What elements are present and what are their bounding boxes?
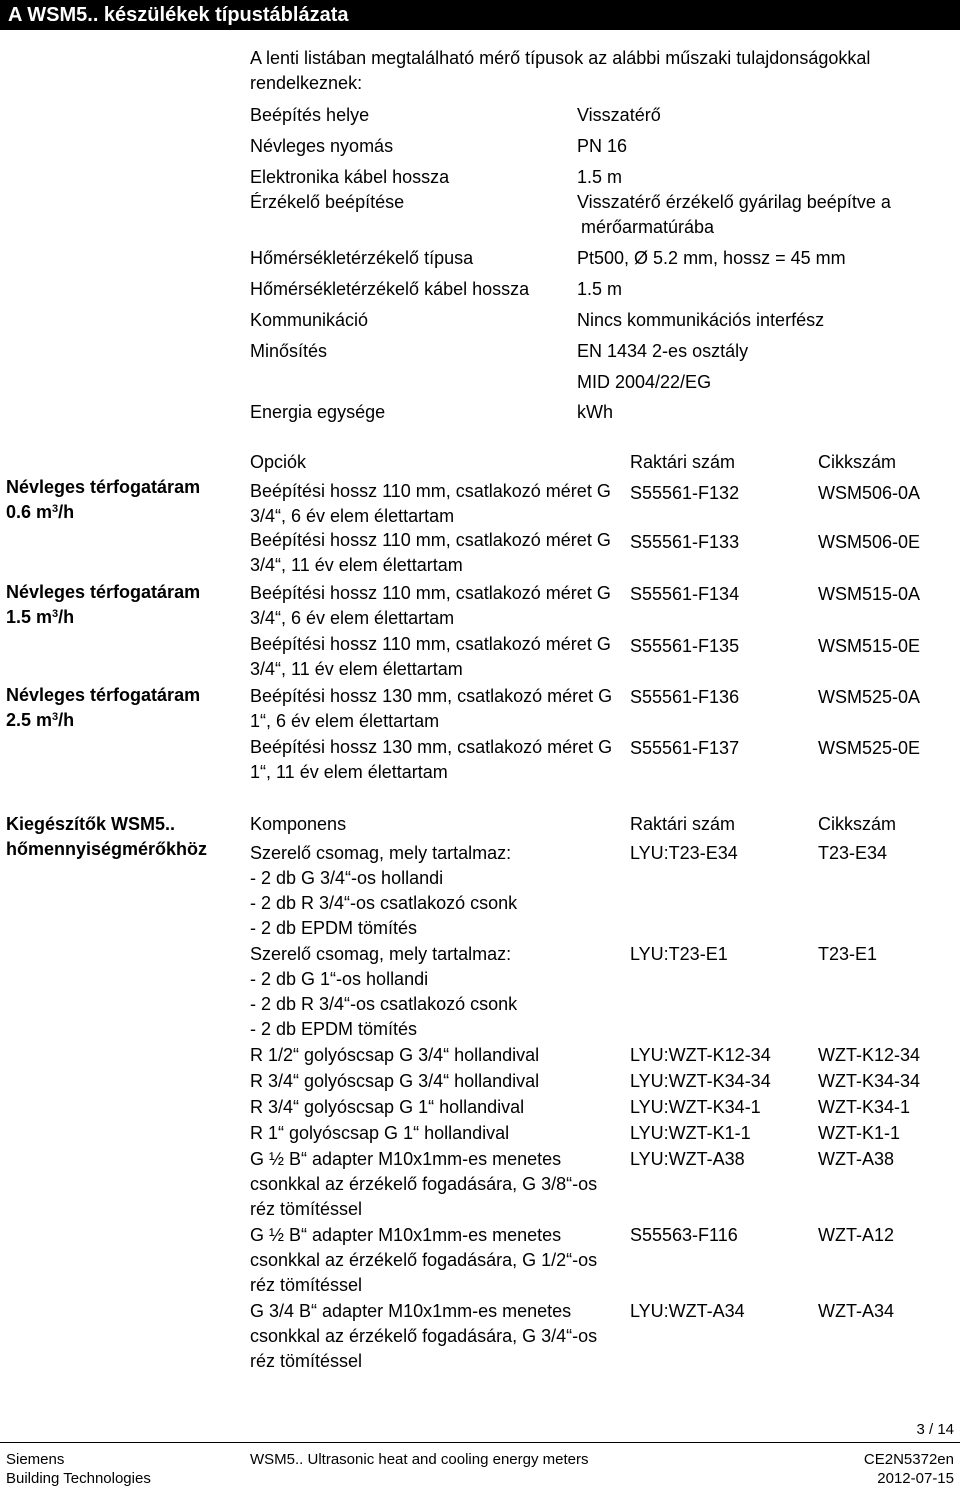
page-title: A WSM5.. készülékek típustáblázata [0,0,960,30]
table-cell-article: WSM515-0A [818,584,921,604]
flow-rate-label: Névleges térfogatáram [6,685,201,705]
footer-product: WSM5.. Ultrasonic heat and cooling energy meters [250,1451,589,1468]
table-row-desc: réz tömítéssel [250,1199,363,1219]
table-row-desc: G ½ B“ adapter M10x1mm-es menetes [250,1225,562,1245]
spec-label: Kommunikáció [250,310,369,330]
table-cell-stock: LYU:WZT-A34 [630,1301,745,1321]
table-cell-article: WZT-K1-1 [818,1123,901,1143]
table-row-desc: G ½ B“ adapter M10x1mm-es menetes [250,1149,562,1169]
table-cell-article: WZT-A34 [818,1301,895,1321]
footer-date: 2012-07-15 [877,1470,954,1487]
intro-text: A lenti listában megtalálható mérő típusok az alábbi műszaki tulajdonságokkal rendelkeznek: [250,48,871,93]
table-cell-stock: LYU:T23-E1 [630,944,728,964]
table-cell-article: WSM515-0E [818,636,921,656]
table-cell-stock: LYU:WZT-K12-34 [630,1045,771,1065]
table-cell-article: WZT-A38 [818,1149,895,1169]
table-cell-stock: LYU:WZT-K1-1 [630,1123,751,1143]
table-cell-stock: S55561-F135 [630,636,740,656]
table-row-desc: Beépítési hossz 110 mm, csatlakozó méret G 3/4“, 11 év elem élettartam [250,530,611,575]
table-cell-stock: S55561-F132 [630,483,740,503]
spec-label: Hőmérsékletérzékelő típusa [250,248,474,268]
table-row-desc: Szerelő csomag, mely tartalmaz: [250,843,512,863]
table-cell-stock: S55561-F134 [630,584,740,604]
table-row-desc: Beépítési hossz 130 mm, csatlakozó méret G 1“, 6 év elem élettartam [250,686,613,731]
accessories-label: Kiegészítők WSM5.. [6,814,176,834]
table-row-desc: Beépítési hossz 130 mm, csatlakozó méret G 1“, 11 év elem élettartam [250,737,613,782]
flow-rate-value: 2.5 $m^3/h$ [6,710,75,730]
spec-value: EN 1434 2-es osztály [577,341,749,361]
table-row-desc: - 2 db G 1“-os hollandi [250,969,429,989]
spec-value: Visszatérő [577,105,661,125]
spec-value: Nincs kommunikációs interfész [577,310,825,330]
flow-rate-value: 1.5 $m^3/h$ [6,607,75,627]
table-row-desc: R 1“ golyóscsap G 1“ hollandival [250,1123,510,1143]
table-cell-stock: S55563-F116 [630,1225,738,1245]
table-header: Cikkszám [818,814,897,834]
table-row-desc: G 3/4 B“ adapter M10x1mm-es menetes [250,1301,572,1321]
table-cell-article: WSM525-0E [818,738,921,758]
table-cell-article: T23-E34 [818,843,888,863]
spec-value: 1.5 m [577,279,623,299]
table-cell-article: WSM525-0A [818,687,921,707]
footer-company: Building Technologies [6,1470,151,1487]
table-row-desc: - 2 db G 3/4“-os hollandi [250,868,444,888]
spec-value: Pt500, Ø 5.2 mm, hossz = 45 mm [577,248,846,268]
flow-rate-value: 0.6 $m^3/h$ [6,502,75,522]
table-row-desc: csonkkal az érzékelő fogadására, G 1/2“-os [250,1250,598,1270]
table-cell-stock: LYU:WZT-K34-34 [630,1071,771,1091]
spec-value: PN 16 [577,136,628,156]
spec-label: Hőmérsékletérzékelő kábel hossza [250,279,530,299]
table-cell-stock: S55561-F136 [630,687,740,707]
footer-doc-id: CE2N5372en [863,1451,954,1468]
table-cell-stock: LYU:T23-E34 [630,843,738,863]
flow-rate-label: Névleges térfogatáram [6,582,201,602]
table-cell-article: WZT-K34-1 [818,1097,911,1117]
table-cell-article: WSM506-0A [818,483,921,503]
table-row-desc: Beépítési hossz 110 mm, csatlakozó méret G 3/4“, 11 év elem élettartam [250,634,611,679]
table-row-desc: Szerelő csomag, mely tartalmaz: [250,944,512,964]
spec-label: Névleges nyomás [250,136,394,156]
footer-company: Siemens [6,1451,65,1468]
table-row-desc: csonkkal az érzékelő fogadására, G 3/4“-os [250,1326,598,1346]
spec-label: Minősítés [250,341,328,361]
spec-label: Érzékelő beépítése [250,192,405,212]
table-cell-stock: S55561-F133 [630,532,740,552]
table-row-desc: - 2 db EPDM tömítés [250,918,418,938]
table-row-desc: réz tömítéssel [250,1275,363,1295]
spec-value: 1.5 m [577,167,623,187]
table-header: Opciók [250,452,307,472]
table-row-desc: R 1/2“ golyóscsap G 3/4“ hollandival [250,1045,540,1065]
spec-value: MID 2004/22/EG [577,372,712,392]
table-cell-article: WZT-A12 [818,1225,895,1245]
table-row-desc: Beépítési hossz 110 mm, csatlakozó méret G 3/4“, 6 év elem élettartam [250,583,611,628]
table-cell-article: T23-E1 [818,944,878,964]
table-row-desc: Beépítési hossz 110 mm, csatlakozó méret G 3/4“, 6 év elem élettartam [250,481,611,526]
table-cell-stock: LYU:WZT-K34-1 [630,1097,761,1117]
spec-label: Beépítés helye [250,105,370,125]
table-row-desc: csonkkal az érzékelő fogadására, G 3/8“-os [250,1174,598,1194]
table-cell-stock: LYU:WZT-A38 [630,1149,745,1169]
table-cell-article: WSM506-0E [818,532,921,552]
table-header: Komponens [250,814,347,834]
table-row-desc: - 2 db EPDM tömítés [250,1019,418,1039]
accessories-label: hőmennyiségmérőkhöz [6,839,208,859]
table-cell-stock: S55561-F137 [630,738,740,758]
spec-value: kWh [577,402,613,422]
table-header: Cikkszám [818,452,897,472]
flow-rate-label: Névleges térfogatáram [6,477,201,497]
table-row-desc: - 2 db R 3/4“-os csatlakozó csonk [250,893,518,913]
table-row-desc: R 3/4“ golyóscsap G 3/4“ hollandival [250,1071,540,1091]
table-cell-article: WZT-K34-34 [818,1071,921,1091]
table-row-desc: réz tömítéssel [250,1351,363,1371]
table-header: Raktári szám [630,452,736,472]
table-header: Raktári szám [630,814,736,834]
footer-divider [0,1442,960,1443]
spec-label: Energia egysége [250,402,386,422]
table-row-desc: - 2 db R 3/4“-os csatlakozó csonk [250,994,518,1014]
spec-value: Visszatérő érzékelő gyárilag beépítve a [577,192,891,212]
spec-value: mérőarmatúrába [581,217,715,237]
spec-label: Elektronika kábel hossza [250,167,450,187]
table-cell-article: WZT-K12-34 [818,1045,921,1065]
table-row-desc: R 3/4“ golyóscsap G 1“ hollandival [250,1097,525,1117]
page-number: 3 / 14 [916,1421,954,1438]
